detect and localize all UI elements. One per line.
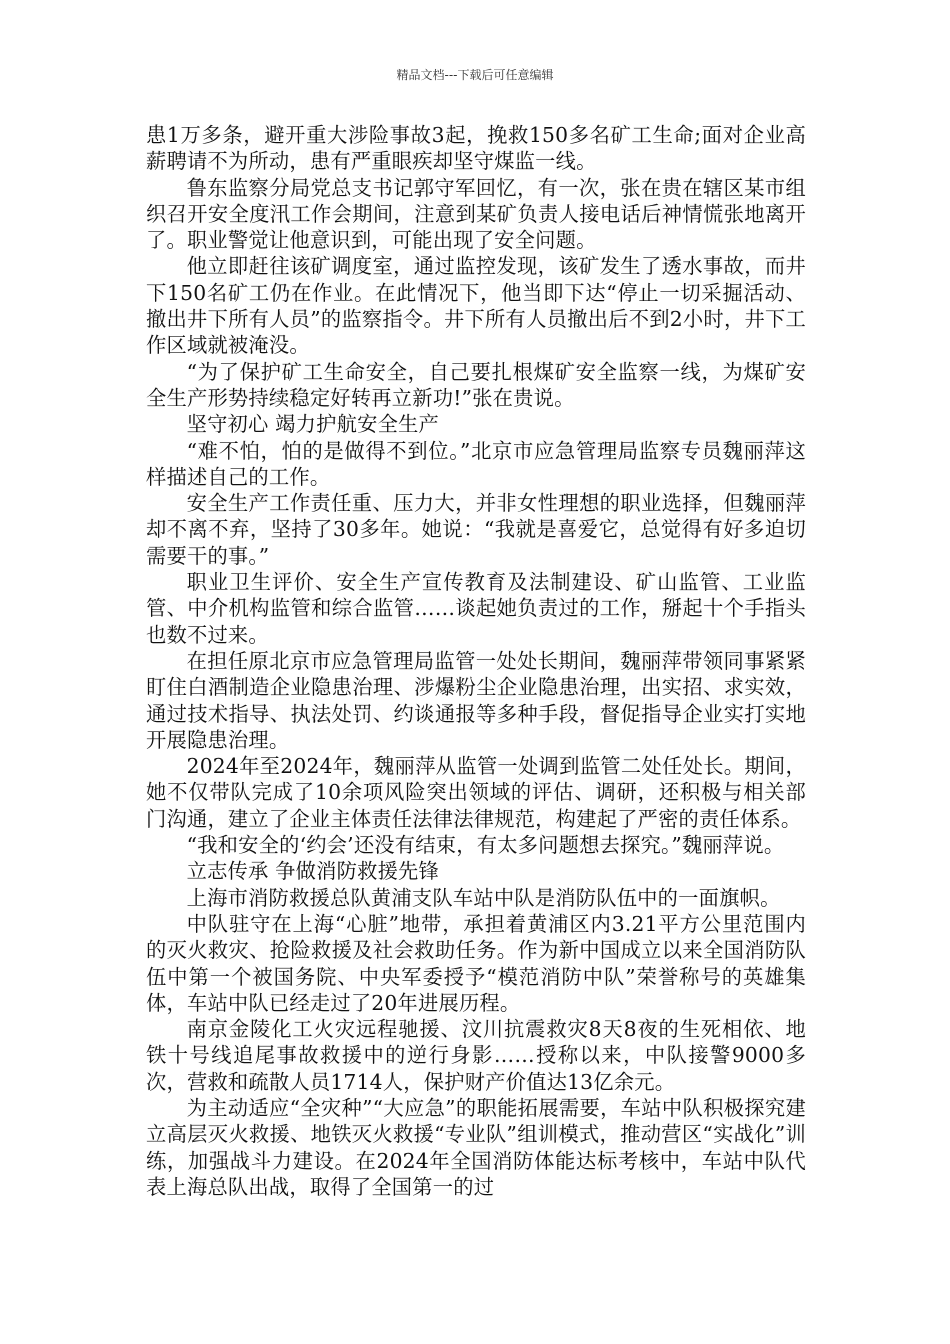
paragraph: 他立即赶往该矿调度室，通过监控发现，该矿发生了透水事故，而井下150名矿工仍在作业。在此情况下，他当即下达“停止一切采掘活动、撤出井下所有人员”的监察指令。井下所有人员撤出后不到2小时，井下工作区域就被淹没。 [146, 254, 806, 358]
paragraph: 南京金陵化工火灾远程驰援、汶川抗震救灾8天8夜的生死相依、地铁十号线追尾事故救援中的逆行身影……授称以来，中队接警9000多次，营救和疏散人员1714人，保护财产价值达13亿余元。 [146, 1017, 806, 1094]
paragraph: 在担任原北京市应急管理局监管一处处长期间，魏丽萍带领同事紧紧盯住白酒制造企业隐患治理、涉爆粉尘企业隐患治理，出实招、求实效，通过技术指导、执法处罚、约谈通报等多种手段，督促指导企业实打实地开展隐患治理。 [146, 648, 806, 752]
page-header: 精品文档---下载后可任意编辑 [396, 68, 554, 82]
paragraph: 中队驻守在上海“心脏”地带，承担着黄浦区内3.21平方公里范围内的灭火救灾、抢险救援及社会救助任务。作为新中国成立以来全国消防队伍中第一个被国务院、中央军委授予“模范消防中队”荣誉称号的英雄集体，车站中队已经走过了20年进展历程。 [146, 911, 806, 1015]
paragraph: 上海市消防救援总队黄浦支队车站中队是消防队伍中的一面旗帜。 [186, 885, 781, 910]
paragraph: 2024年至2024年，魏丽萍从监管一处调到监管二处任处长。期间，她不仅带队完成了10余项风险突出领域的评估、调研，还积极与相关部门沟通，建立了企业主体责任法律法律规范，构建起了严密的责任体系。 [146, 754, 806, 831]
paragraph: 为主动适应“全灾种”“大应急”的职能拓展需要，车站中队积极探究建立高层灭火救援、地铁灭火救援“专业队”组训模式，推动营区“实战化”训练，加强战斗力建设。在2024年全国消防体能达标考核中，车站中队代表上海总队出战，取得了全国第一的过 [146, 1095, 806, 1199]
paragraph: 职业卫生评价、安全生产宣传教育及法制建设、矿山监管、工业监管、中介机构监管和综合监管……谈起她负责过的工作，掰起十个手指头也数不过来。 [146, 570, 806, 647]
paragraph: 鲁东监察分局党总支书记郭守军回忆，有一次，张在贵在辖区某市组织召开安全度汛工作会期间，注意到某矿负责人接电话后神情慌张地离开了。职业警觉让他意识到，可能出现了安全问题。 [146, 175, 806, 253]
paragraph: “难不怕，怕的是做得不到位。”北京市应急管理局监察专员魏丽萍这样描述自己的工作。 [146, 438, 806, 489]
document-body [146, 122, 806, 1200]
paragraph: “我和安全的‘约会’还没有结束，有太多问题想去探究。”魏丽萍说。 [186, 833, 785, 858]
section-heading: 坚守初心 竭力护航安全生产 [186, 412, 440, 437]
paragraph: “为了保护矿工生命安全，自己要扎根煤矿安全监察一线，为煤矿安全生产形势持续稳定好转再立新功!”张在贵说。 [146, 359, 806, 410]
paragraph: 安全生产工作责任重、压力大，并非女性理想的职业选择，但魏丽萍却不离不弃，坚持了30多年。她说：“我就是喜爱它，总觉得有好多迫切需要干的事。” [146, 491, 806, 568]
section-heading: 立志传承 争做消防救援先锋 [186, 859, 440, 884]
paragraph-continued: 患1万多条，避开重大涉险事故3起，挽救150多名矿工生命;面对企业高薪聘请不为所动，患有严重眼疾却坚守煤监一线。 [146, 123, 806, 174]
